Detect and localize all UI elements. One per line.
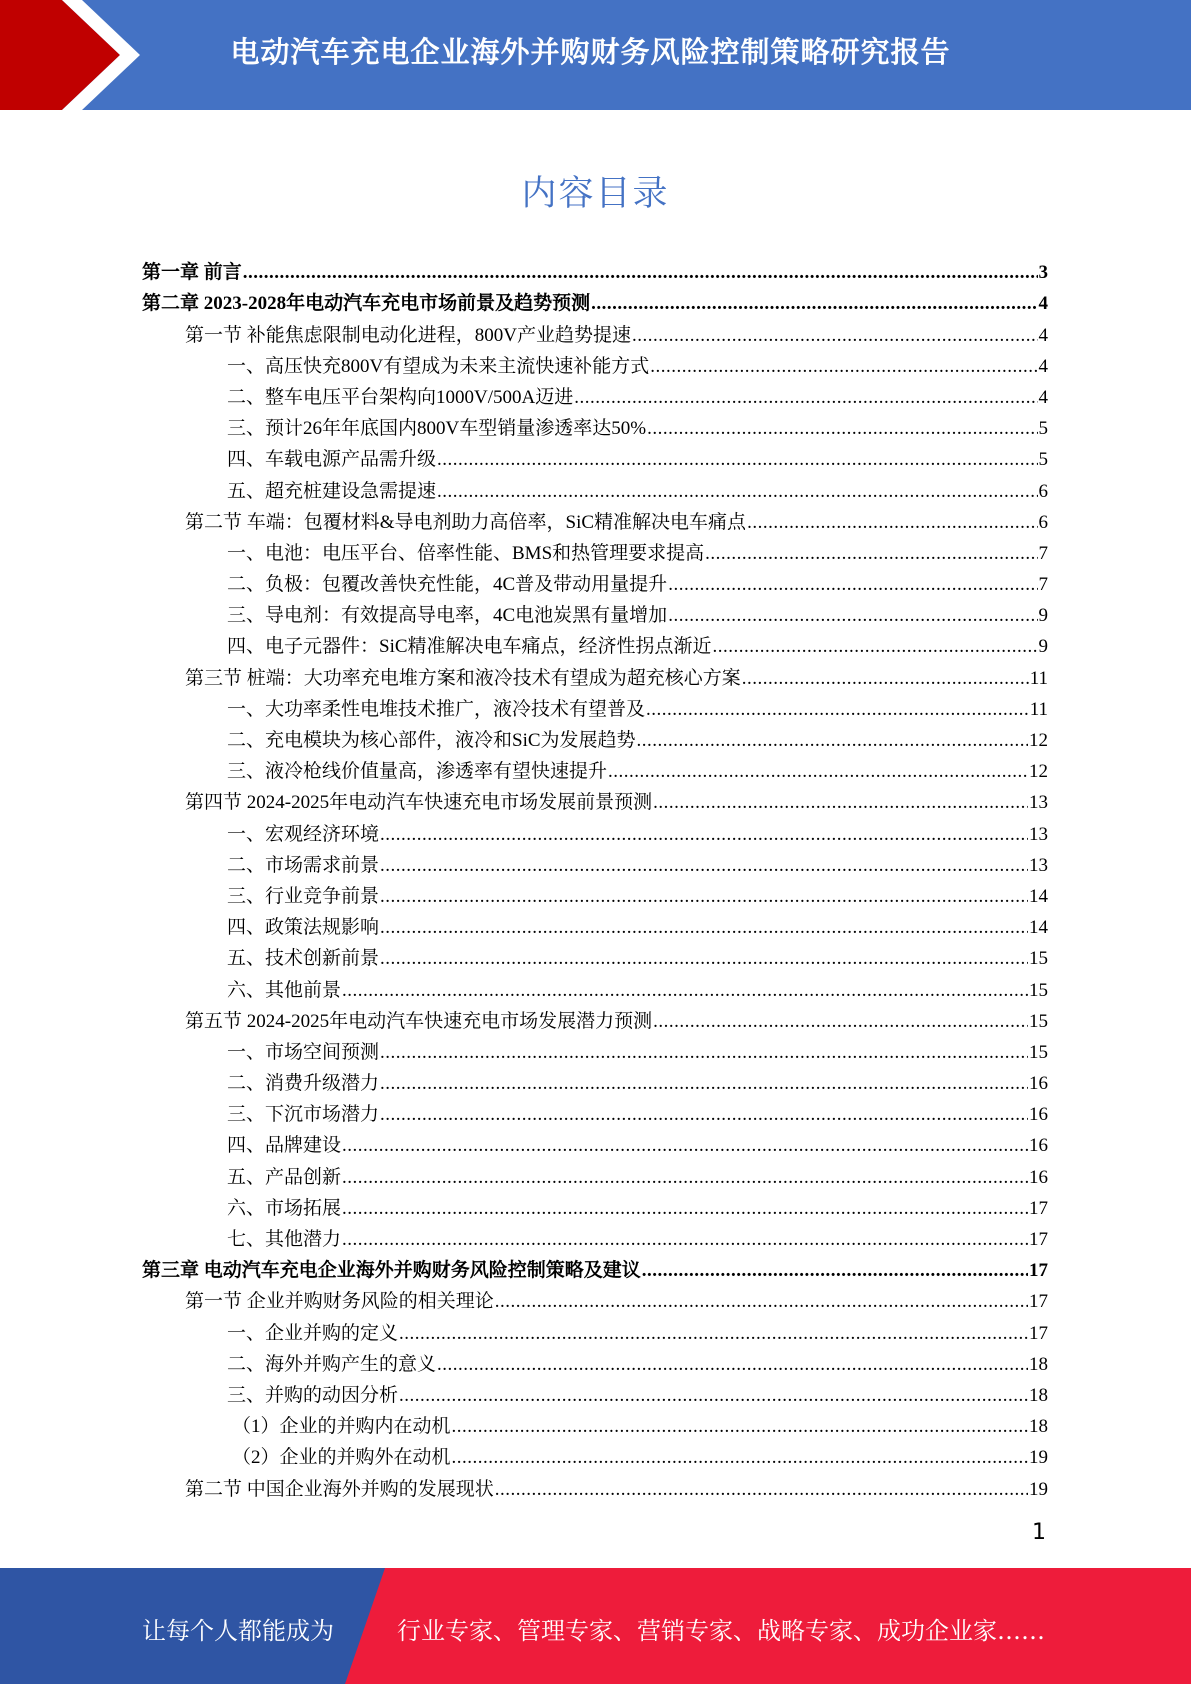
toc-entry-page: 4: [1038, 293, 1048, 315]
toc-dot-leader: [452, 1416, 1028, 1438]
footer-slogan-right: 行业专家、管理专家、营销专家、战略专家、成功企业家……: [397, 1617, 1045, 1645]
toc-entry[interactable]: [142, 1376, 1048, 1407]
toc-entry-title: 第四节 2024-2025年电动汽车快速充电市场发展前景预测: [185, 792, 653, 814]
toc-entry-title: 一、电池：电压平台、倍率性能、BMS和热管理要求提高: [227, 542, 705, 564]
toc-dot-leader: [437, 1354, 1028, 1376]
toc-entry-page: 5: [1038, 418, 1048, 440]
toc-entry[interactable]: [142, 1033, 1048, 1064]
toc-entry[interactable]: [142, 534, 1048, 565]
toc-dot-leader: [399, 1385, 1028, 1407]
toc-entry[interactable]: [142, 347, 1048, 378]
toc-entry[interactable]: [142, 253, 1048, 284]
toc-entry[interactable]: [142, 1251, 1048, 1282]
toc-dot-leader: [342, 1135, 1028, 1157]
toc-entry[interactable]: [142, 1407, 1048, 1438]
toc-dot-leader: [637, 730, 1028, 752]
toc-entry-title: 二、整车电压平台架构向1000V/500A迈进: [227, 386, 574, 408]
toc-entry[interactable]: [142, 1438, 1048, 1469]
toc-entry[interactable]: [142, 846, 1048, 877]
toc-entry-page: 19: [1029, 1478, 1048, 1500]
toc-entry-page: 19: [1029, 1447, 1048, 1469]
footer-band: [0, 1568, 1191, 1684]
toc-entry-title: 三、下沉市场潜力: [227, 1104, 380, 1126]
toc-entry[interactable]: [142, 783, 1048, 814]
toc-entry-title: 第二章 2023-2028年电动汽车充电市场前景及趋势预测: [142, 293, 591, 315]
toc-dot-leader: [653, 1011, 1028, 1033]
toc-dot-leader: [243, 262, 1038, 284]
toc-entry-page: 9: [1038, 605, 1048, 627]
toc-entry-page: 9: [1038, 636, 1048, 658]
toc-entry-page: 15: [1029, 979, 1048, 1001]
toc-entry-title: 三、并购的动因分析: [227, 1384, 399, 1406]
toc-entry-page: 14: [1029, 917, 1048, 939]
toc-entry[interactable]: [142, 814, 1048, 845]
toc-heading: 内容目录: [521, 174, 670, 214]
toc-entry-page: 4: [1038, 324, 1048, 346]
toc-dot-leader: [642, 1260, 1028, 1282]
toc-dot-leader: [747, 512, 1037, 534]
toc-dot-leader: [437, 481, 1037, 503]
toc-entry[interactable]: [142, 721, 1048, 752]
toc-entry-title: 三、行业竞争前景: [227, 885, 380, 907]
toc-entry-title: 五、技术创新前景: [227, 948, 380, 970]
toc-entry[interactable]: [142, 658, 1048, 689]
toc-entry[interactable]: [142, 565, 1048, 596]
toc-dot-leader: [342, 980, 1028, 1002]
toc-dot-leader: [380, 948, 1028, 970]
toc-entry[interactable]: [142, 752, 1048, 783]
toc-entry[interactable]: [142, 409, 1048, 440]
toc-entry-page: 18: [1029, 1384, 1048, 1406]
toc-dot-leader: [380, 917, 1028, 939]
toc-entry-title: 第一节 企业并购财务风险的相关理论: [185, 1291, 494, 1313]
toc-entry-title: 一、企业并购的定义: [227, 1322, 399, 1344]
toc-entry-title: 五、产品创新: [227, 1166, 342, 1188]
toc-entry-page: 17: [1029, 1229, 1048, 1250]
toc-entry-title: （1）企业的并购内在动机: [232, 1416, 451, 1438]
toc-entry-title: 三、预计26年年底国内800V车型销量渗透率达50%: [227, 418, 647, 440]
toc-entry-page: 13: [1029, 823, 1048, 845]
toc-entry-title: 第一节 补能焦虑限制电动化进程，800V产业趋势提速: [185, 324, 631, 346]
toc-entry-title: （2）企业的并购外在动机: [232, 1447, 451, 1469]
toc-entry-title: 二、市场需求前景: [227, 854, 380, 876]
toc-entry-page: 12: [1029, 761, 1048, 783]
toc-dot-leader: [713, 636, 1038, 658]
toc-entry-page: 4: [1038, 386, 1048, 408]
toc-dot-leader: [646, 699, 1029, 721]
toc-entry[interactable]: [142, 1313, 1048, 1344]
toc-entry-page: 14: [1029, 885, 1048, 907]
toc-entry[interactable]: [142, 1220, 1048, 1251]
toc-entry-title: 六、市场拓展: [227, 1197, 342, 1219]
toc-dot-leader: [342, 1198, 1028, 1220]
toc-dot-leader: [650, 356, 1037, 378]
toc-entry[interactable]: [142, 315, 1048, 346]
toc-dot-leader: [668, 605, 1037, 627]
toc-entry[interactable]: [142, 970, 1048, 1001]
toc-entry-page: 15: [1029, 948, 1048, 970]
toc-entry-page: 13: [1029, 792, 1048, 814]
toc-dot-leader: [380, 1104, 1028, 1126]
toc-entry-title: 一、市场空间预测: [227, 1041, 380, 1063]
toc-entry[interactable]: [142, 440, 1048, 471]
toc-entry-title: 二、负极：包覆改善快充性能，4C普及带动用量提升: [227, 574, 668, 596]
toc-entry[interactable]: [142, 1345, 1048, 1376]
toc-entry-page: 17: [1029, 1322, 1048, 1344]
toc-entry-page: 6: [1038, 511, 1048, 533]
toc-entry[interactable]: [142, 939, 1048, 970]
footer-slogan-left: 让每个人都能成为: [142, 1617, 334, 1645]
toc-dot-leader: [437, 449, 1037, 471]
toc-dot-leader: [380, 824, 1028, 846]
toc-entry[interactable]: [142, 690, 1048, 721]
toc-dot-leader: [668, 574, 1037, 596]
toc-entry[interactable]: [142, 1095, 1048, 1126]
toc-entry[interactable]: [142, 596, 1048, 627]
toc-entry-page: 16: [1029, 1135, 1048, 1157]
toc-entry-title: 第二节 中国企业海外并购的发展现状: [185, 1478, 494, 1500]
toc-entry-title: 四、车载电源产品需升级: [227, 449, 437, 471]
toc-entry[interactable]: [142, 1064, 1048, 1095]
toc-entry-title: 五、超充桩建设急需提速: [227, 480, 437, 502]
toc-dot-leader: [653, 792, 1028, 814]
toc-entry-title: 二、充电模块为核心部件，液冷和SiC为发展趋势: [227, 730, 636, 751]
toc-entry-title: 七、其他潜力: [227, 1229, 342, 1250]
toc-entry[interactable]: [142, 1469, 1048, 1500]
toc-entry[interactable]: [142, 908, 1048, 939]
toc-dot-leader: [742, 668, 1029, 690]
toc-entry-page: 6: [1038, 480, 1048, 502]
toc-dot-leader: [342, 1167, 1028, 1189]
document-title: 电动汽车充电企业海外并购财务风险控制策略研究报告: [230, 35, 951, 69]
toc-entry-page: 15: [1029, 1010, 1048, 1032]
toc-entry-page: 17: [1029, 1291, 1048, 1313]
toc-entry[interactable]: [142, 1189, 1048, 1220]
toc-entry-page: 17: [1029, 1260, 1048, 1282]
toc-entry-page: 18: [1029, 1353, 1048, 1375]
toc-dot-leader: [647, 418, 1037, 440]
toc-entry-title: 第五节 2024-2025年电动汽车快速充电市场发展潜力预测: [185, 1010, 653, 1032]
toc-entry-title: 一、宏观经济环境: [227, 823, 380, 845]
toc-entry-title: 四、政策法规影响: [227, 917, 380, 939]
toc-entry[interactable]: [142, 284, 1048, 315]
toc-entry[interactable]: [142, 1282, 1048, 1313]
toc-dot-leader: [608, 761, 1028, 783]
toc-entry-title: 第三章 电动汽车充电企业海外并购财务风险控制策略及建议: [142, 1260, 641, 1282]
toc-dot-leader: [495, 1291, 1028, 1313]
toc-entry[interactable]: [142, 1126, 1048, 1157]
toc-dot-leader: [399, 1323, 1028, 1345]
toc-entry[interactable]: [142, 1002, 1048, 1033]
toc-entry-page: 3: [1038, 262, 1048, 284]
table-of-contents: [142, 253, 1048, 1501]
toc-entry-title: 四、电子元器件：SiC精准解决电车痛点，经济性拐点渐近: [227, 636, 712, 658]
toc-entry-page: 7: [1038, 574, 1048, 596]
toc-entry-page: 4: [1038, 355, 1048, 377]
toc-entry-page: 16: [1029, 1073, 1048, 1095]
toc-entry-title: 四、品牌建设: [227, 1135, 342, 1157]
toc-entry-page: 13: [1029, 854, 1048, 876]
toc-entry-title: 一、高压快充800V有望成为未来主流快速补能方式: [227, 355, 650, 377]
header-band: [0, 0, 1191, 110]
toc-entry-title: 二、消费升级潜力: [227, 1073, 380, 1095]
toc-entry-title: 第一章 前言: [142, 262, 242, 284]
toc-entry[interactable]: [142, 1157, 1048, 1188]
toc-entry-page: 12: [1029, 730, 1048, 751]
toc-entry[interactable]: [142, 877, 1048, 908]
toc-dot-leader: [574, 387, 1037, 409]
toc-dot-leader: [342, 1229, 1028, 1251]
toc-entry-page: 7: [1038, 542, 1048, 564]
page-number: 1: [1032, 1520, 1046, 1545]
toc-entry-page: 11: [1029, 667, 1048, 689]
toc-entry-title: 一、大功率柔性电堆技术推广，液冷技术有望普及: [227, 698, 646, 720]
toc-entry-title: 三、液冷枪线价值量高，渗透率有望快速提升: [227, 761, 608, 783]
toc-entry-title: 第二节 车端：包覆材料&导电剂助力高倍率，SiC精准解决电车痛点: [185, 511, 747, 533]
toc-dot-leader: [380, 1042, 1028, 1064]
toc-dot-leader: [591, 293, 1037, 315]
toc-entry[interactable]: [142, 471, 1048, 502]
toc-entry-page: 16: [1029, 1104, 1048, 1126]
toc-entry-page: 15: [1029, 1041, 1048, 1063]
toc-dot-leader: [452, 1447, 1028, 1469]
toc-dot-leader: [632, 325, 1038, 347]
toc-entry-page: 11: [1029, 698, 1048, 720]
toc-dot-leader: [380, 855, 1028, 877]
toc-dot-leader: [380, 886, 1028, 908]
toc-entry-title: 第三节 桩端：大功率充电堆方案和液冷技术有望成为超充核心方案: [185, 667, 741, 689]
header-chevron-decoration: [0, 0, 160, 110]
toc-entry-page: 18: [1029, 1416, 1048, 1438]
toc-dot-leader: [380, 1073, 1028, 1095]
toc-dot-leader: [495, 1479, 1028, 1501]
toc-entry-title: 六、其他前景: [227, 979, 342, 1001]
toc-entry-page: 5: [1038, 449, 1048, 471]
toc-entry-page: 17: [1029, 1197, 1048, 1219]
toc-entry[interactable]: [142, 378, 1048, 409]
toc-entry[interactable]: [142, 627, 1048, 658]
toc-entry-title: 二、海外并购产生的意义: [227, 1353, 437, 1375]
toc-entry[interactable]: [142, 503, 1048, 534]
toc-entry-page: 16: [1029, 1166, 1048, 1188]
toc-dot-leader: [705, 543, 1037, 565]
toc-entry-title: 三、导电剂：有效提高导电率，4C电池炭黑有量增加: [227, 605, 668, 627]
